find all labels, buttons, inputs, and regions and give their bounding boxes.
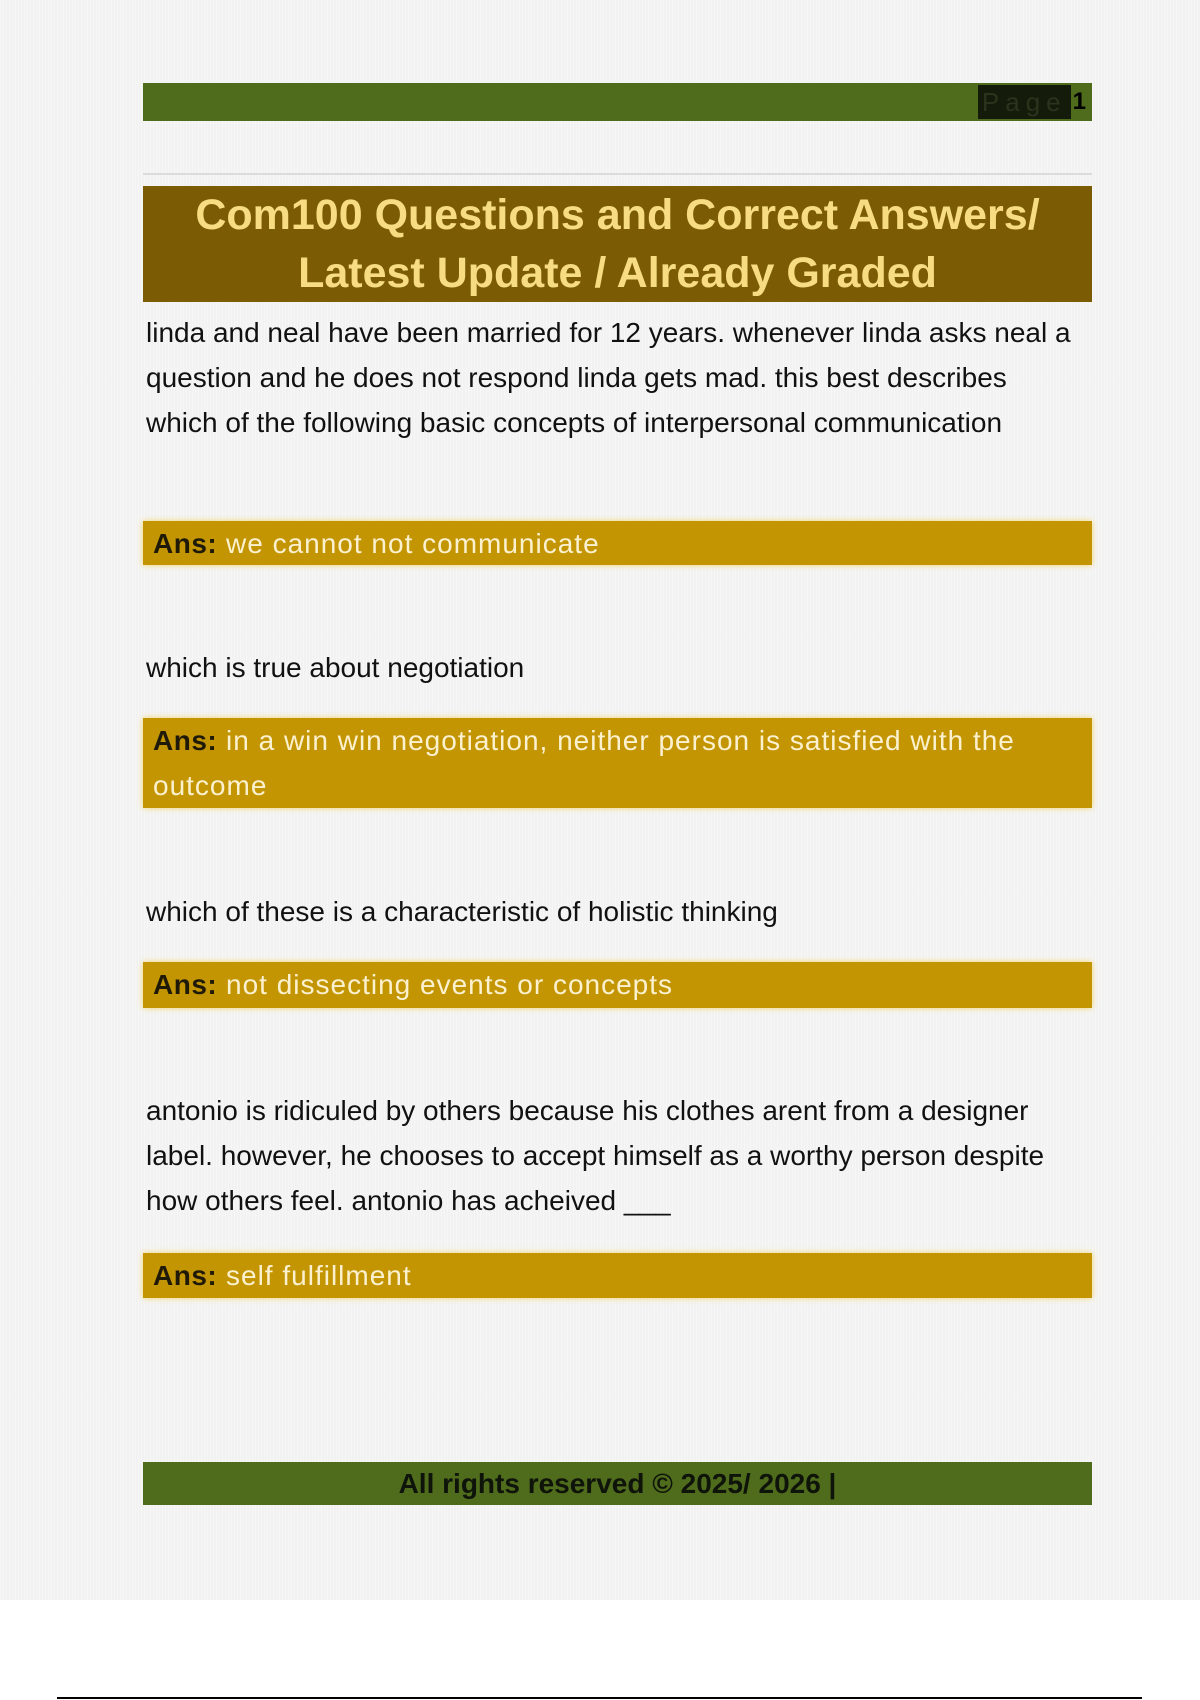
answer-text: not dissecting events or concepts bbox=[226, 969, 674, 1000]
answer-4 bbox=[143, 1253, 1092, 1298]
footer-bar bbox=[143, 1462, 1092, 1505]
answer-text: self fulfillment bbox=[226, 1260, 412, 1291]
header-bar bbox=[143, 83, 1092, 121]
answer-text: in a win win negotiation, neither person is satisfied with the outcome bbox=[153, 725, 1015, 801]
answer-text: we cannot not communicate bbox=[226, 528, 600, 559]
page-number-label bbox=[978, 85, 1092, 119]
answer-2 bbox=[143, 718, 1092, 808]
answer-1 bbox=[143, 521, 1092, 565]
question-2: which is true about negotiation bbox=[146, 652, 525, 683]
ans-label: Ans: bbox=[153, 725, 218, 756]
question-3: which of these is a characteristic of holistic thinking bbox=[146, 896, 778, 927]
header-divider bbox=[143, 173, 1092, 175]
answer-3 bbox=[143, 962, 1092, 1008]
ans-label: Ans: bbox=[153, 969, 218, 1000]
document-title bbox=[143, 186, 1092, 302]
title-line-1: Com100 Questions and Correct Answers/ bbox=[195, 191, 1040, 239]
ans-label: Ans: bbox=[153, 528, 218, 559]
question-4: antonio is ridiculed by others because his clothes arent from a designer label. however, he chooses to accept himself as a worthy person despite how others feel. antonio has acheived ___ bbox=[146, 1095, 1045, 1216]
question-1: linda and neal have been married for 12 years. whenever linda asks neal a question and he does not respond linda gets mad. this best describes which of the following basic concepts of interpersonal communication bbox=[146, 317, 1071, 438]
ans-label: Ans: bbox=[153, 1260, 218, 1291]
page-number: 1 bbox=[1072, 88, 1086, 115]
page-bottom-rule bbox=[57, 1697, 1142, 1699]
page-word: Page bbox=[978, 85, 1071, 119]
title-line-2: Latest Update / Already Graded bbox=[298, 249, 937, 297]
copyright-text: All rights reserved © 2025/ 2026 | bbox=[398, 1468, 837, 1499]
